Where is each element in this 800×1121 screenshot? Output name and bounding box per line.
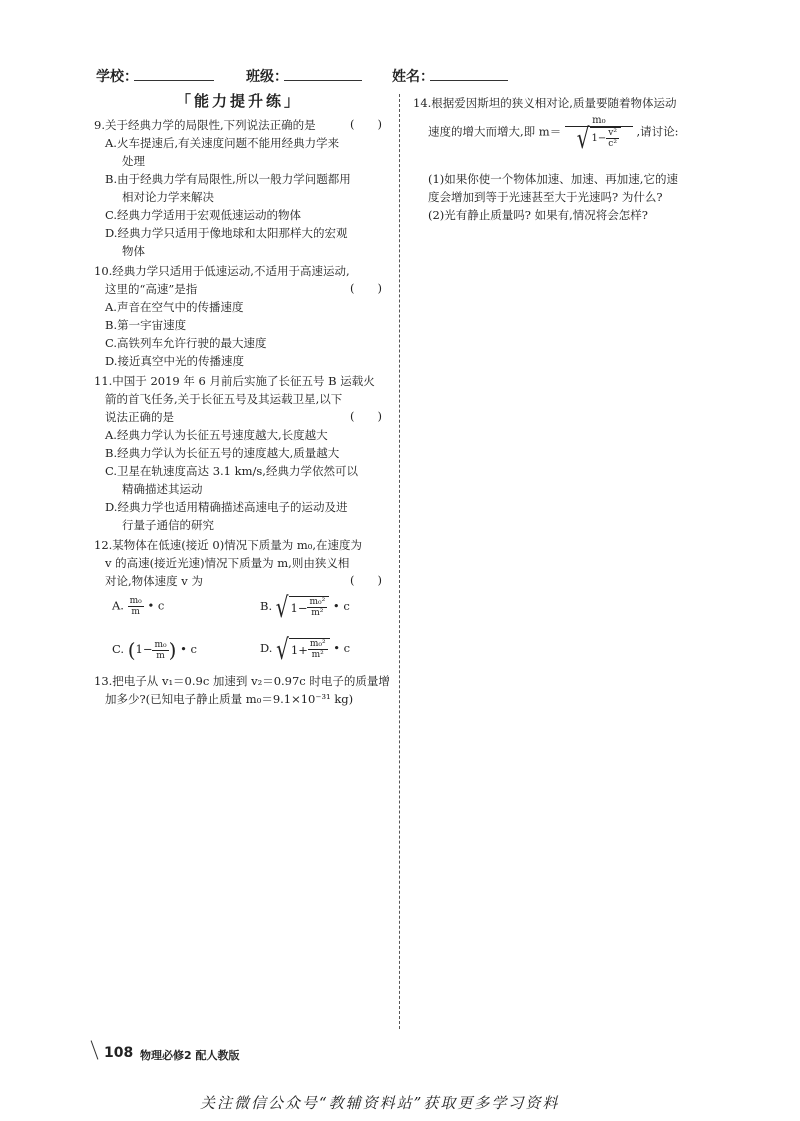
fraction-numerator: m₀² [309,597,326,607]
one-minus: 1− [135,642,153,656]
sqrt-symbol: √ 1− $\frac{\text{m₀²}}{\text{m²}}$ [276,596,329,618]
q12-stem-1: 12.某物体在低速(接近 0)情况下质量为 m₀,在速度为 [94,538,363,552]
one-plus: 1+ [290,642,308,657]
fraction-numerator: m₀ [154,639,167,650]
q11-option-c-cont: 精确描述其运动 [122,482,203,496]
fraction-denominator: m² [311,650,324,660]
q10-stem-2: 这里的“高速”是指 [105,282,198,296]
q14-formula-line [428,115,679,155]
times-c: • c [147,598,165,613]
class-label: 班级： [246,69,288,85]
q13-line-2: 加多少?(已知电子静止质量 m₀＝9.1×10⁻³¹ kg) [105,692,354,706]
q9-option-a: A.火车提速后,有关速度问题不能用经典力学来 [105,136,340,150]
fraction-numerator: v² [608,128,617,138]
q11-option-b: B.经典力学认为长征五号的速度越大,质量越大 [105,446,340,460]
q10-option-a: A.声音在空气中的传播速度 [105,300,244,314]
velocity-ratio-fraction [606,128,619,149]
name-blank[interactable] [430,80,508,81]
fraction-numerator: m₀² [309,639,326,649]
sqrt-symbol: √ 1+ $\frac{\text{m₀²}}{\text{m²}}$ [276,638,329,660]
q12-option-c-fraction [152,640,168,661]
times-c: • c [180,642,197,656]
q10-option-b: B.第一宇宙速度 [105,318,187,332]
q9-stem: 9.关于经典力学的局限性,下列说法正确的是 [94,118,316,132]
fraction-denominator: c² [608,139,617,149]
q12-option-b-label: B. [260,599,273,613]
q11-stem-3: 说法正确的是 [105,410,174,424]
q12-option-d-fraction [308,639,328,660]
q11-option-d: D.经典力学也适用精确描述高速电子的运动及进 [105,500,348,514]
times-c: • c [332,599,350,613]
school-blank[interactable] [134,80,214,81]
q13-line-1: 13.把电子从 v₁＝0.9c 加速到 v₂＝0.97c 时电子的质量增 [94,674,390,688]
q12-option-c-label: C. [112,642,125,656]
book-title: 物理必修2 配人教版 [140,1049,240,1062]
q14-part-1-line-2: 度会增加到等于光速甚至大于光速吗? 为什么? [428,190,663,204]
section-title: 「能力提升练」 [176,92,303,110]
q14-line-1: 14.根据爱因斯坦的狭义相对论,质量要随着物体运动 [413,96,677,110]
q11-stem-2: 箭的首飞任务,关于长征五号及其运载卫星,以下 [105,392,343,406]
q11-option-c: C.卫星在轨速度高达 3.1 km/s,经典力学依然可以 [105,464,358,478]
q10-option-c: C.高铁列车允许行驶的最大速度 [105,336,267,350]
school-label: 学校： [96,69,138,85]
name-label: 姓名： [392,69,434,85]
q14-mass-fraction [565,115,633,155]
class-blank[interactable] [284,80,362,81]
q9-option-a-cont: 处理 [122,154,145,168]
q12-option-d-label: D. [260,641,273,655]
q10-answer-paren[interactable]: ( ) [350,281,382,295]
column-divider [399,94,400,1029]
fraction-numerator: m₀ [565,116,633,127]
q12-option-b[interactable] [260,590,350,624]
q12-option-d[interactable] [260,632,351,666]
q11-option-a: A.经典力学认为长征五号速度越大,长度越大 [105,428,328,442]
q9-option-b: B.由于经典力学有局限性,所以一般力学问题都用 [105,172,351,186]
q9-option-c: C.经典力学适用于宏观低速运动的物体 [105,208,302,222]
q12-option-a[interactable] [112,596,164,617]
fraction-denominator: m [156,650,165,661]
footer-slash [91,1040,99,1059]
q14-part-1-line-1: (1)如果你使一个物体加速、加速、再加速,它的速 [428,172,678,186]
fraction-numerator: m₀ [129,596,142,606]
q14-part-2: (2)光有静止质量吗? 如果有,情况将会怎样? [428,208,648,222]
q12-option-b-fraction [307,597,327,618]
times-c: • c [333,641,351,655]
q12-option-c[interactable]: C. (1− $\frac{\text{m₀}}{m}$ ) • c [112,638,197,662]
q14-line-2-pre: 速度的增大而增大,即 m＝ [428,124,562,139]
q9-option-b-cont: 相对论力学来解决 [122,190,214,204]
q12-option-a-label: A. [112,598,124,613]
q12-stem-3: 对论,物体速度 v 为 [105,574,203,588]
one-minus: 1− [591,132,607,144]
q9-option-d-cont: 物体 [122,244,145,258]
q9-option-d: D.经典力学只适用于像地球和太阳那样大的宏观 [105,226,348,240]
q12-stem-2: v 的高速(接近光速)情况下质量为 m,则由狭义相 [105,556,350,570]
q14-line-2-post: ,请讨论: [636,124,679,139]
q12-option-a-fraction [128,596,144,617]
q11-stem-1: 11.中国于 2019 年 6 月前后实施了长征五号 B 运载火 [94,374,375,388]
fraction-denominator: m² [311,608,324,618]
sqrt-symbol: √ 1− $\frac{\text{v²}}{\text{c²}}$ [577,127,621,149]
q10-stem-1: 10.经典力学只适用于低速运动,不适用于高速运动, [94,264,350,278]
q9-answer-paren[interactable]: ( ) [350,117,382,131]
q10-option-d: D.接近真空中光的传播速度 [105,354,244,368]
bottom-note: 关注微信公众号“教辅资料站”获取更多学习资料 [200,1094,560,1112]
fraction-denominator [575,121,623,155]
one-minus: 1− [290,600,308,615]
q11-option-d-cont: 行量子通信的研究 [122,518,214,532]
fraction-denominator: m [131,607,140,617]
q11-answer-paren[interactable]: ( ) [350,409,382,423]
page-number: 108 [104,1045,134,1061]
q12-answer-paren[interactable]: ( ) [350,573,382,587]
